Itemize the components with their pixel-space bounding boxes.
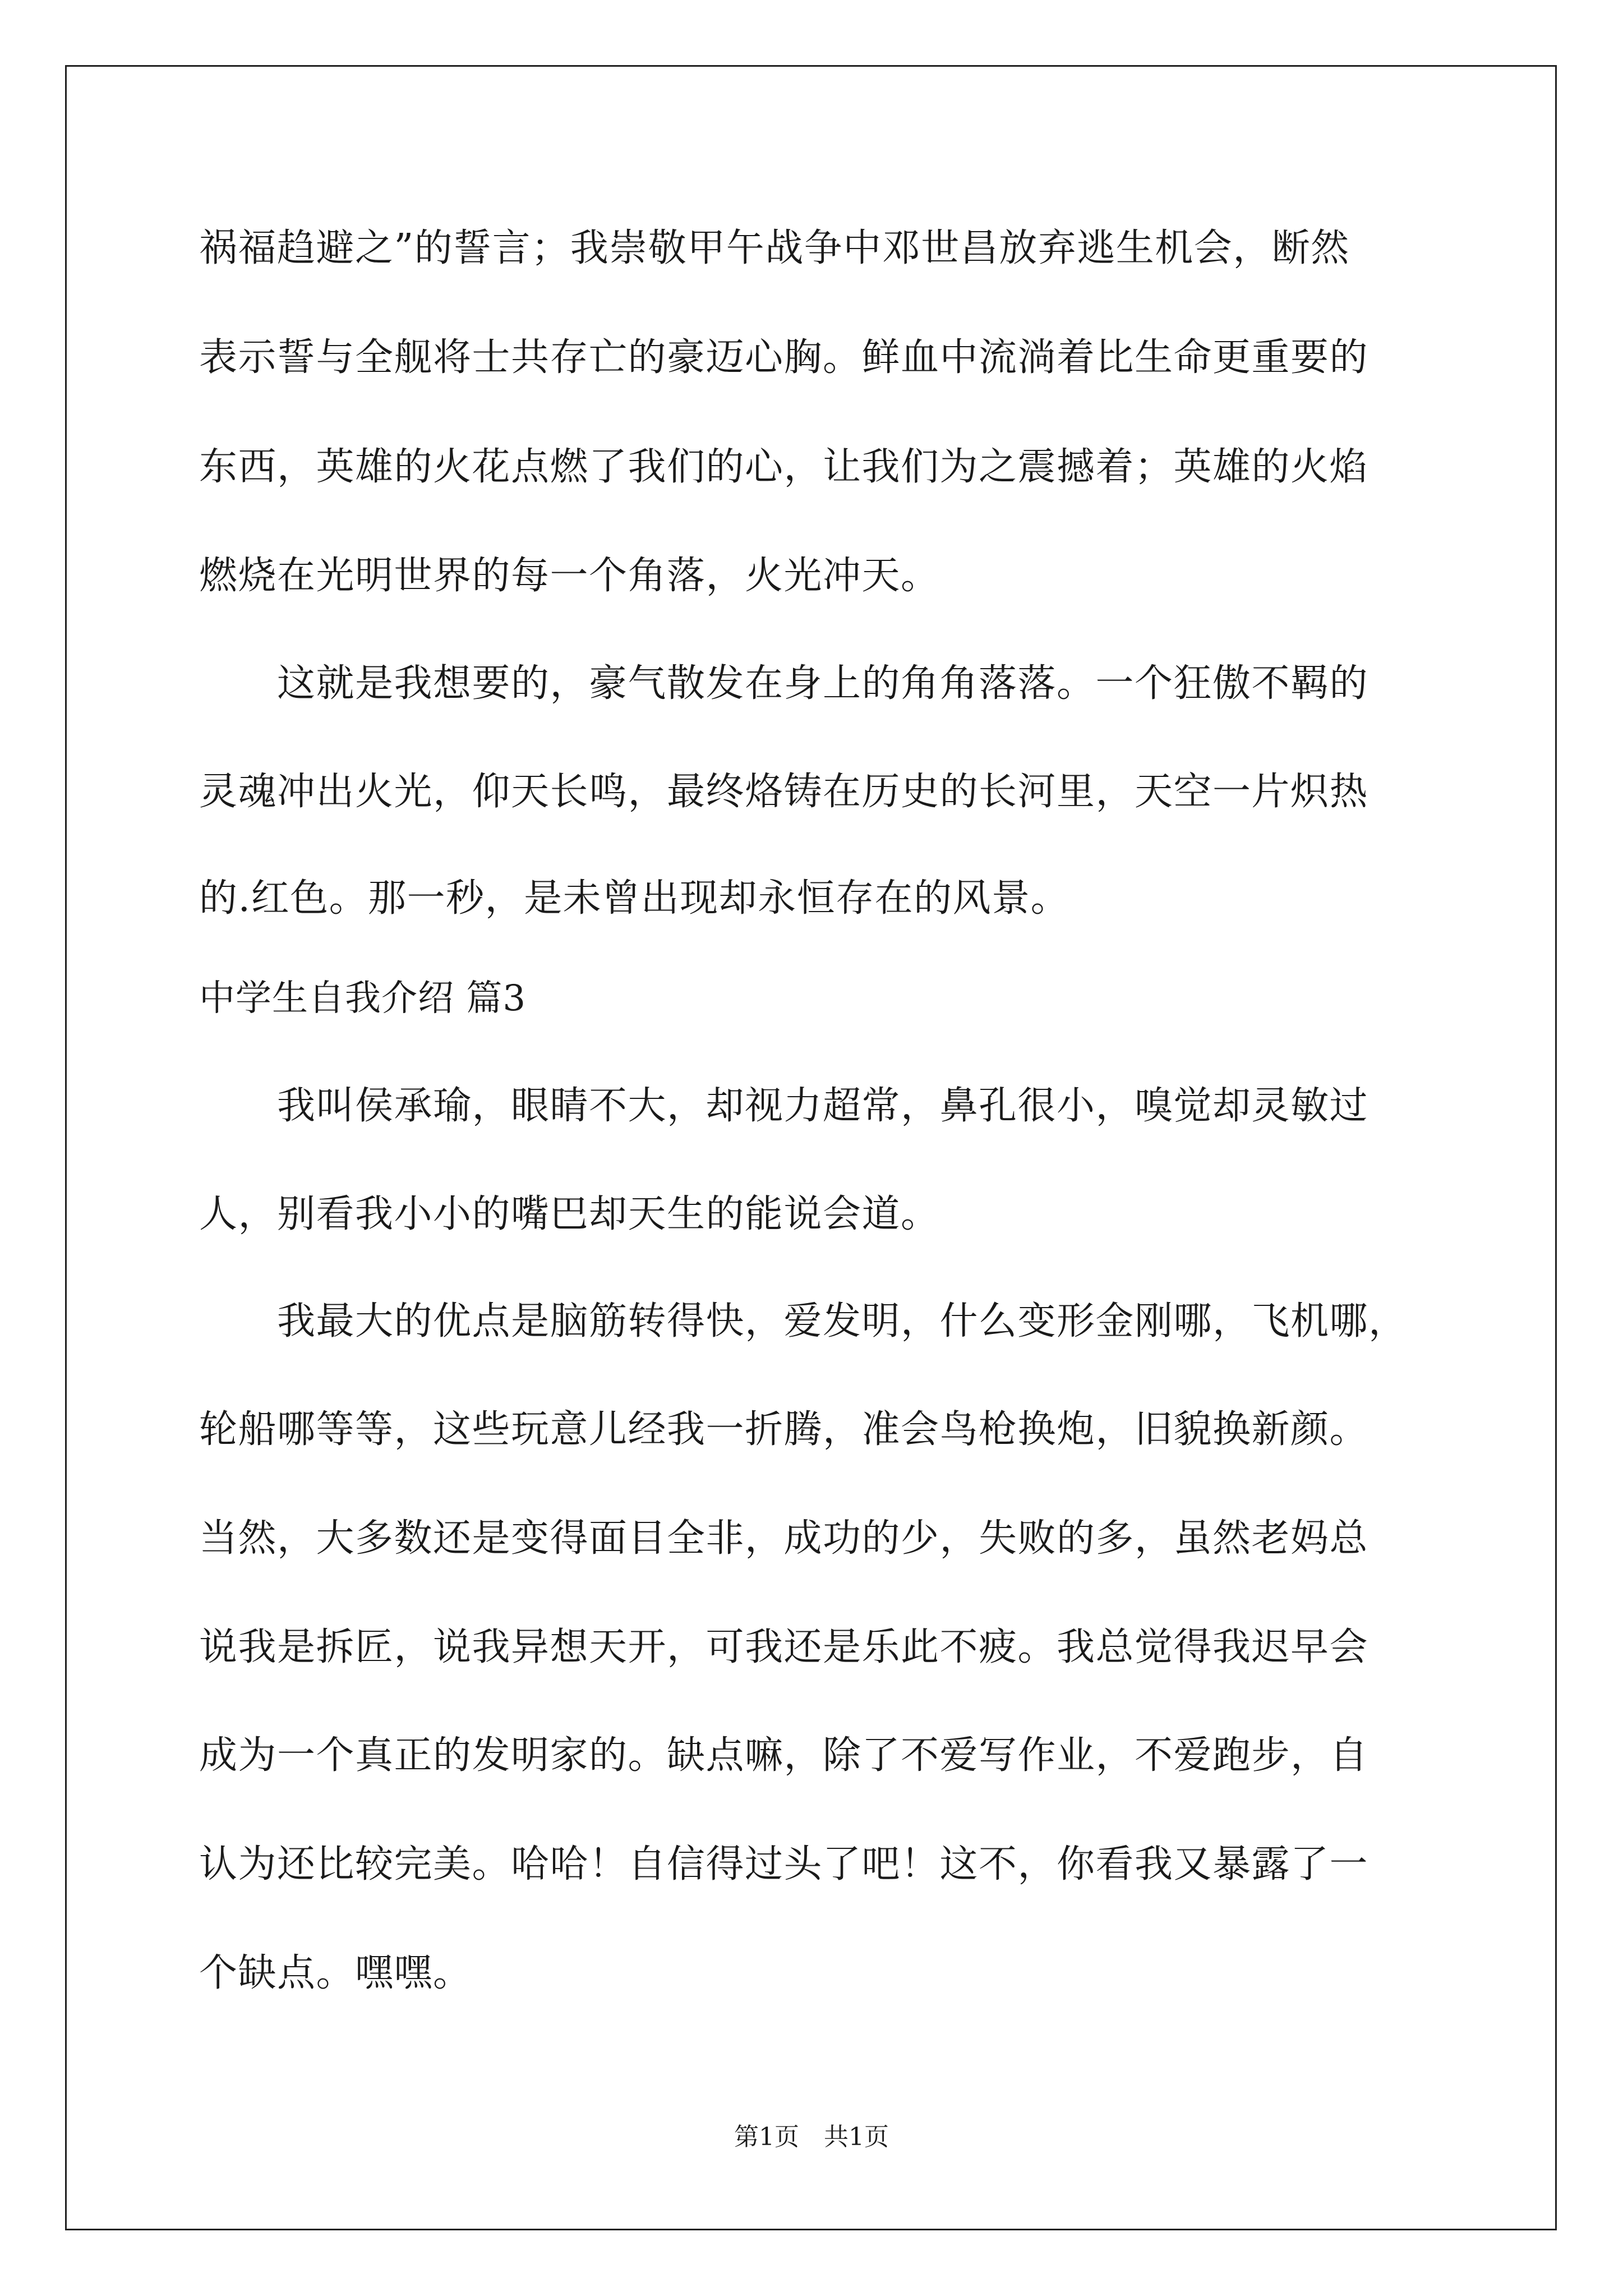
section-heading: 中学生自我介绍 篇3 (199, 978, 527, 1019)
page-footer: 第1页 共1页 (734, 2123, 889, 2151)
text-line: 轮船哪等等，这些玩意儿经我一折腾，准会鸟枪换炮，旧貌换新颜。 (199, 1407, 1369, 1452)
text-line: 祸福趋避之”的誓言；我崇敬甲午战争中邓世昌放弃逃生机会，断然 (199, 226, 1350, 270)
page-border (65, 65, 1557, 2230)
text-line: 我叫侯承瑜，眼睛不大，却视力超常，鼻孔很小，嗅觉却灵敏过 (199, 1084, 1369, 1128)
text-line: 我最大的优点是脑筋转得快，爱发明，什么变形金刚哪，飞机哪， (199, 1299, 1408, 1343)
text-line: 人，别看我小小的嘴巴却天生的能说会道。 (199, 1192, 940, 1236)
text-line: 个缺点。嘿嘿。 (199, 1951, 472, 1995)
text-line: 的.红色。那一秒，是未曾出现却永恒存在的风景。 (199, 876, 1070, 921)
text-line: 说我是拆匠，说我异想天开，可我还是乐此不疲。我总觉得我迟早会 (199, 1625, 1369, 1669)
text-line: 燃烧在光明世界的每一个角落，火光冲天。 (199, 554, 940, 598)
text-line: 东西，英雄的火花点燃了我们的心，让我们为之震撼着；英雄的火焰 (199, 445, 1369, 489)
text-line: 成为一个真正的发明家的。缺点嘛，除了不爱写作业，不爱跑步，自 (199, 1733, 1369, 1778)
text-line: 认为还比较完美。哈哈！自信得过头了吧！这不，你看我又暴露了一 (199, 1842, 1369, 1887)
text-line: 表示誓与全舰将士共存亡的豪迈心胸。鲜血中流淌着比生命更重要的 (199, 335, 1369, 380)
text-line: 当然，大多数还是变得面目全非，成功的少，失败的多，虽然老妈总 (199, 1516, 1369, 1561)
text-line: 灵魂冲出火光，仰天长鸣，最终烙铸在历史的长河里，天空一片炽热 (199, 770, 1369, 814)
text-line: 这就是我想要的，豪气散发在身上的角角落落。一个狂傲不羁的 (199, 661, 1369, 706)
